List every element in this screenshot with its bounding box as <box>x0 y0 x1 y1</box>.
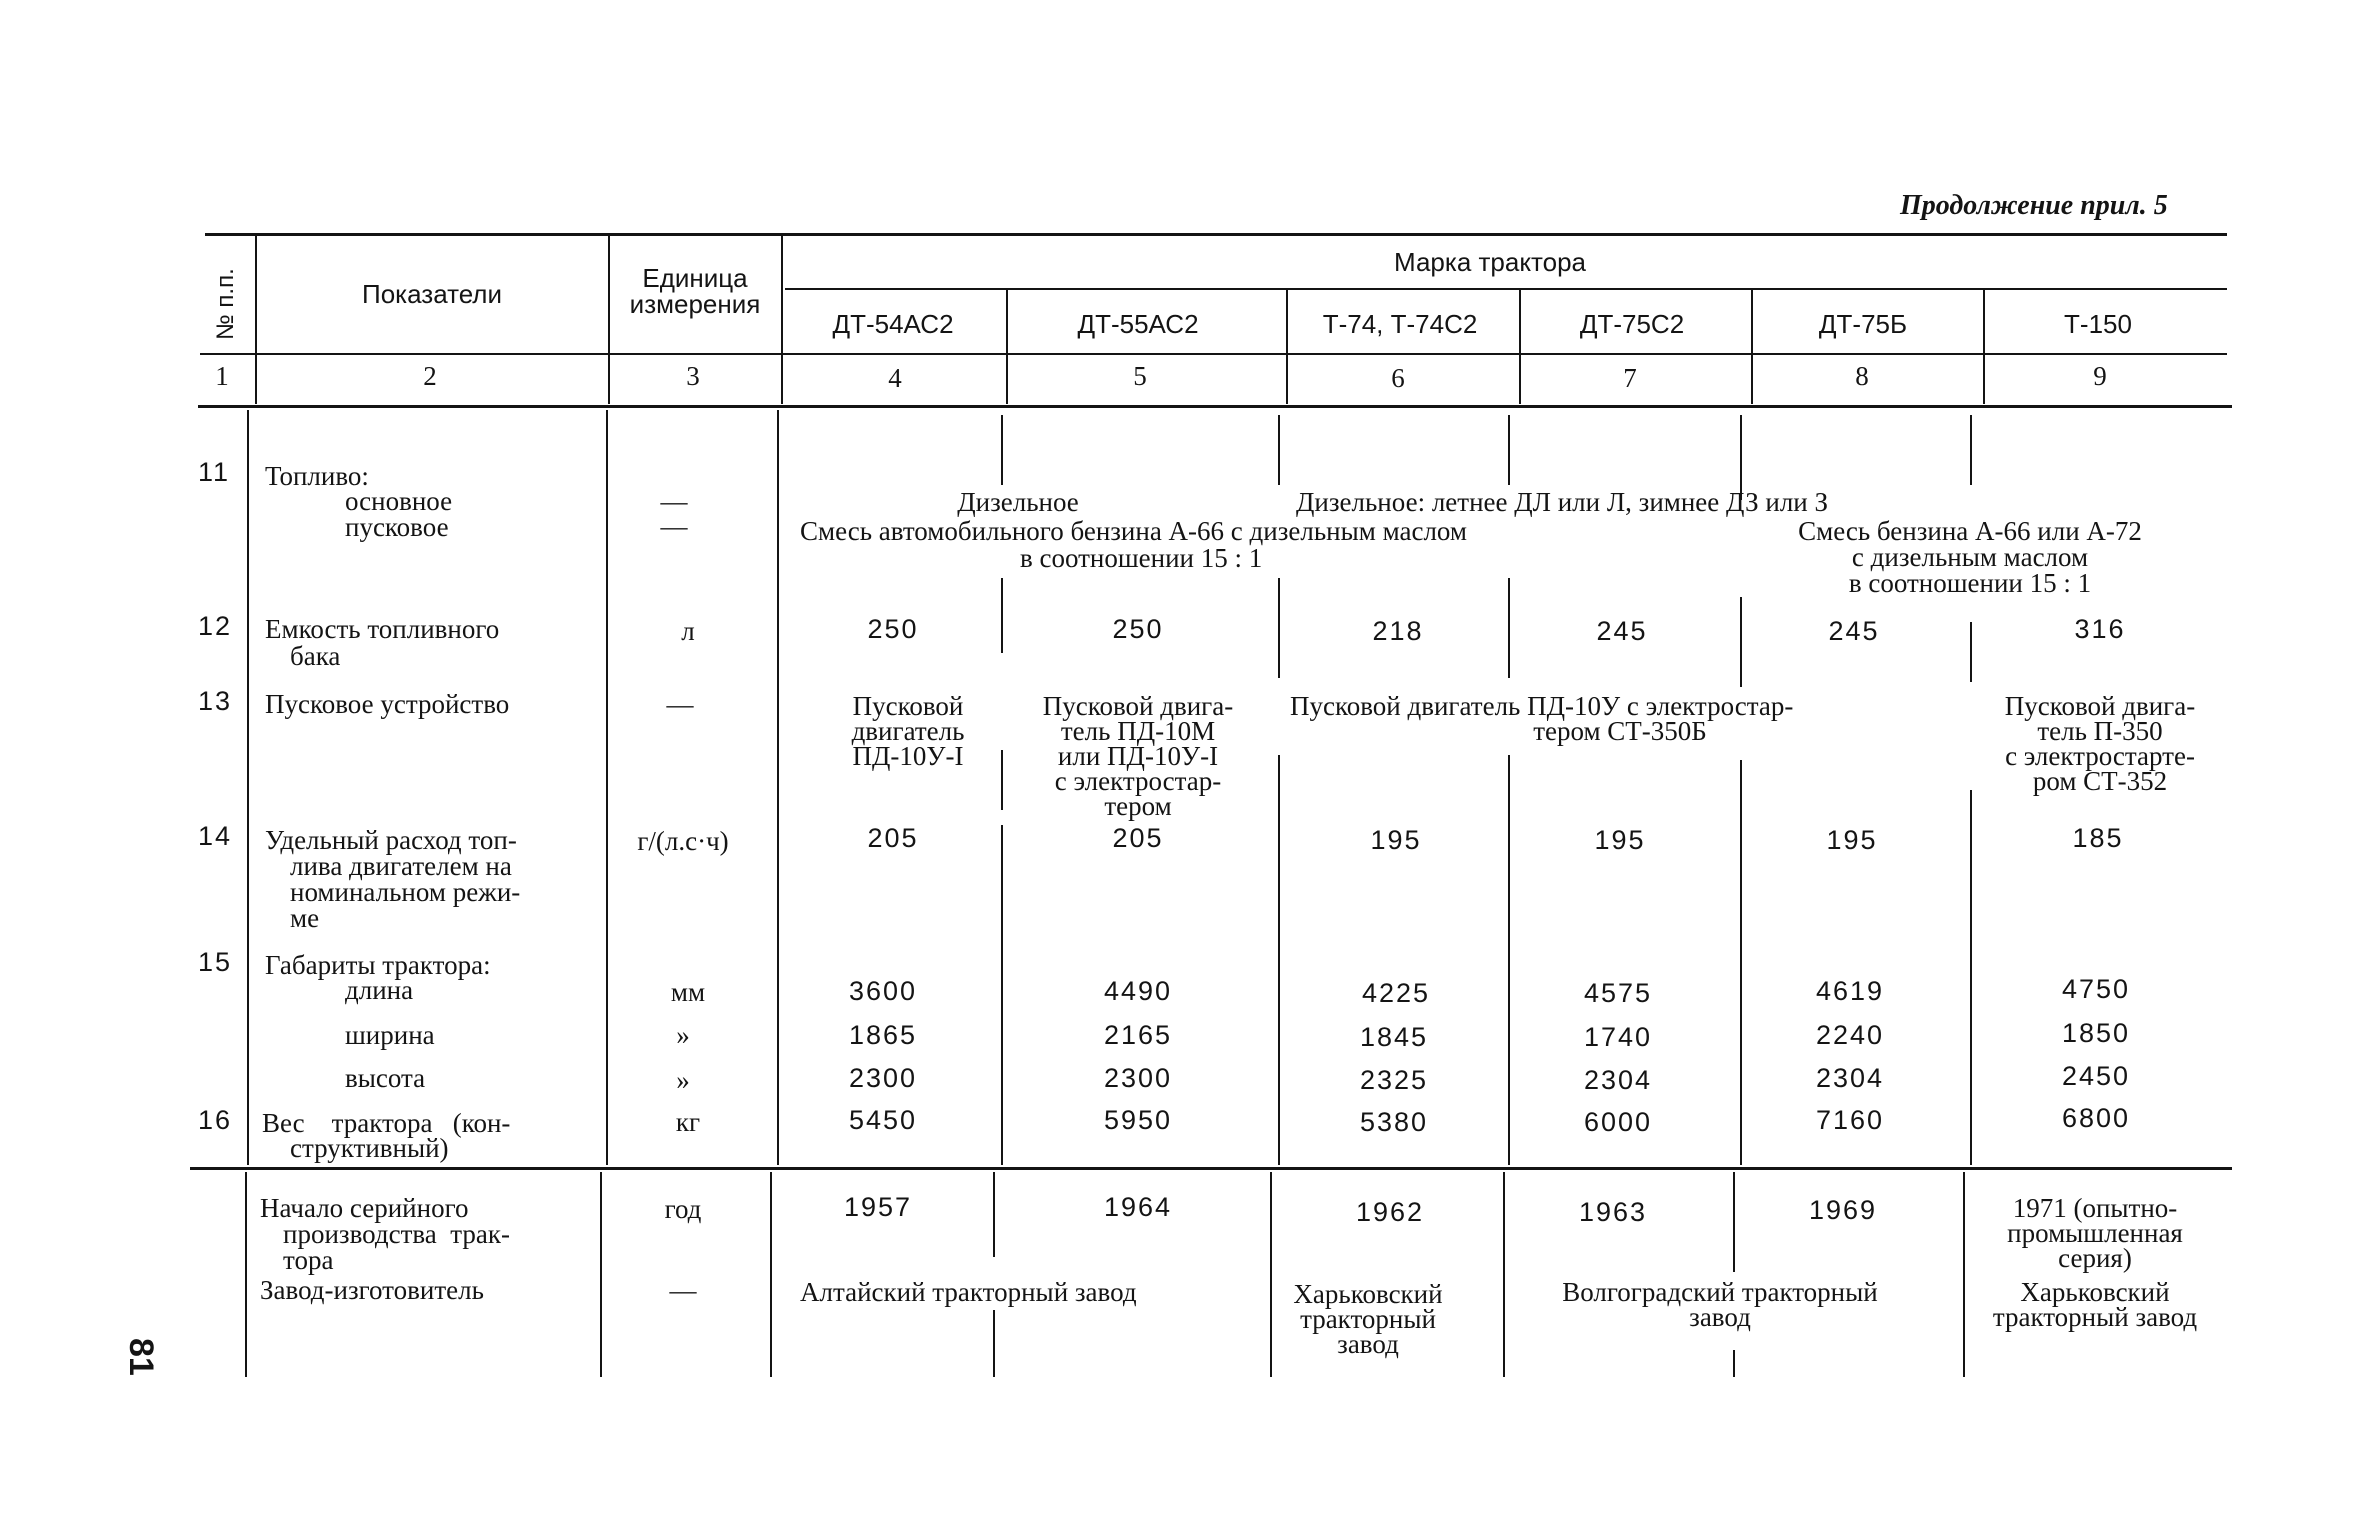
row11-start-fuel-a: Смесь автомобильного бензина А-66 с дизельным маслом <box>800 516 1467 546</box>
bottom-divider <box>1733 1350 1735 1377</box>
production-t150-2: промышленная <box>2007 1218 2183 1248</box>
col-number: 7 <box>1623 363 1637 393</box>
row13-t150-3: с электростарте- <box>2005 741 2195 771</box>
row13-dt55-5: тером <box>1104 791 1172 821</box>
header-divider <box>1519 290 1521 404</box>
weight-value: 7160 <box>1815 1105 1885 1135</box>
row14-label-1: Удельный расход топ- <box>265 825 517 855</box>
factory-kharkov-2: тракторный <box>1300 1304 1436 1334</box>
row-number: 11 <box>198 457 231 487</box>
header-divider <box>781 236 783 404</box>
row12-unit: л <box>681 616 695 646</box>
table-top-rule <box>205 233 2227 236</box>
body-divider <box>1001 415 1003 485</box>
tractor-1: ДТ-54АС2 <box>832 309 954 339</box>
width-value: 1865 <box>848 1020 918 1050</box>
row11-start-fuel-a2: в соотношении 15 : 1 <box>1020 543 1263 573</box>
bottom-divider <box>1733 1172 1735 1272</box>
production-year: 1962 <box>1355 1197 1425 1227</box>
row14-value: 205 <box>1112 823 1164 853</box>
row15-height-label: высота <box>345 1063 426 1093</box>
header-brand: Марка трактора <box>1394 247 1586 277</box>
row14-label-2: лива двигателем на <box>290 851 512 881</box>
row14-unit: г/(л.с·ч) <box>637 826 729 856</box>
col-number: 3 <box>686 361 700 391</box>
row11-sub-main: основное <box>345 486 453 516</box>
row13-dt54-3: ПД-10У-I <box>852 741 964 771</box>
factory-volgograd-1: Волгоградский тракторный <box>1562 1277 1878 1307</box>
row14-value: 195 <box>1370 825 1422 855</box>
body-divider <box>606 410 608 1165</box>
col-number: 5 <box>1133 361 1147 391</box>
production-year: 1957 <box>843 1192 913 1222</box>
body-divider <box>247 410 249 1165</box>
col-number: 2 <box>423 361 437 391</box>
body-divider <box>1278 578 1280 678</box>
production-year: 1969 <box>1808 1195 1878 1225</box>
row14-value: 205 <box>867 823 919 853</box>
bottom-divider <box>600 1172 602 1377</box>
header-no-col: № п.п. <box>212 268 239 340</box>
height-value: 2300 <box>848 1063 918 1093</box>
width-value: 1845 <box>1359 1022 1429 1052</box>
brand-rule <box>785 288 2227 290</box>
row13-t150-1: Пусковой двига- <box>2004 691 2196 721</box>
body-divider <box>1740 760 1742 1165</box>
row12-label-2: бака <box>290 641 341 671</box>
row14-value: 195 <box>1594 825 1646 855</box>
row11-start-fuel-b3: в соотношении 15 : 1 <box>1848 568 2092 598</box>
weight-value: 6800 <box>2061 1103 2131 1133</box>
body-divider <box>1001 750 1003 810</box>
row15-unit-height: » <box>676 1065 690 1095</box>
row13-dt54-2: двигатель <box>851 716 965 746</box>
tractor-4: ДТ-75С2 <box>1579 309 1685 339</box>
header-divider <box>1006 290 1008 404</box>
body-divider <box>1970 415 1972 485</box>
factory-kharkov-1: Харьковский <box>1293 1279 1443 1309</box>
row11-main-fuel-b: Дизельное: летнее ДЛ или Л, зимнее ДЗ или З <box>1296 487 1829 517</box>
col-number: 9 <box>2093 361 2107 391</box>
row-number: 14 <box>198 821 233 851</box>
row-number: 15 <box>198 947 233 977</box>
factory-unit: — <box>669 1275 697 1305</box>
row13-dt55-4: с электростар- <box>1054 766 1222 796</box>
body-divider <box>1970 790 1972 1165</box>
row13-dt55-1: Пусковой двига- <box>1042 691 1234 721</box>
width-value: 2240 <box>1815 1020 1885 1050</box>
tractor-6: Т-150 <box>2064 309 2132 339</box>
row11-unit-start: — <box>660 511 688 541</box>
row14-label-3: номинальном режи- <box>290 877 521 907</box>
row-number: 13 <box>198 686 233 716</box>
body-divider <box>1508 755 1510 1165</box>
section-rule <box>190 1167 2232 1170</box>
row13-dt54-1: Пусковой <box>852 691 964 721</box>
body-divider <box>1001 578 1003 653</box>
production-t150-1: 1971 (опытно- <box>2012 1193 2178 1223</box>
body-divider <box>1508 578 1510 678</box>
header-bottom-rule <box>200 353 2227 355</box>
row12-value: 245 <box>1828 616 1880 646</box>
length-value: 4575 <box>1583 978 1653 1008</box>
bottom-divider <box>1503 1172 1505 1377</box>
width-value: 2165 <box>1103 1020 1173 1050</box>
body-divider <box>1001 825 1003 1165</box>
row16-unit: кг <box>675 1107 701 1137</box>
body-divider <box>777 410 779 1165</box>
row16-label-2: структивный) <box>290 1133 449 1163</box>
row12-value: 316 <box>2074 614 2126 644</box>
row11-unit-main: — <box>660 486 688 516</box>
row11-sub-start: пусковое <box>345 512 449 542</box>
header-unit-2: измерения <box>629 289 761 319</box>
factory-kharkov-3: завод <box>1337 1329 1399 1359</box>
production-unit: год <box>664 1194 702 1224</box>
row13-unit: — <box>666 689 694 719</box>
tractor-2: ДТ-55АС2 <box>1077 309 1199 339</box>
factory-volgograd-2: завод <box>1689 1302 1751 1332</box>
row12-label-1: Емкость топливного <box>265 614 500 644</box>
row12-value: 245 <box>1596 616 1648 646</box>
factory-kharkov2-1: Харьковский <box>2020 1277 2170 1307</box>
height-value: 2325 <box>1359 1065 1429 1095</box>
production-label-1: Начало серийного <box>260 1193 469 1223</box>
height-value: 2304 <box>1815 1063 1885 1093</box>
weight-value: 5380 <box>1359 1107 1429 1137</box>
continuation-caption: Продолжение прил. 5 <box>1900 190 2168 221</box>
header-divider <box>608 236 610 404</box>
length-value: 4490 <box>1103 976 1173 1006</box>
width-value: 1850 <box>2061 1018 2131 1048</box>
weight-value: 5950 <box>1103 1105 1173 1135</box>
row12-value: 250 <box>1112 614 1164 644</box>
row13-t150-4: ром СТ-352 <box>2032 766 2168 796</box>
row12-value: 250 <box>867 614 919 644</box>
col-number: 6 <box>1391 363 1405 393</box>
body-divider <box>1740 597 1742 687</box>
row13-t74-2: тером СТ-350Б <box>1533 716 1707 746</box>
body-divider <box>1970 622 1972 682</box>
col-number: 8 <box>1855 361 1869 391</box>
row15-unit-width: » <box>676 1020 690 1050</box>
width-value: 1740 <box>1583 1022 1653 1052</box>
row13-t74-1: Пусковой двигатель ПД-10У с электростар- <box>1290 691 1794 721</box>
row11-main-fuel-a: Дизельное <box>957 487 1079 517</box>
row-number: 12 <box>198 611 233 641</box>
row15-label: Габариты трактора: <box>265 950 491 980</box>
bottom-divider <box>993 1310 995 1377</box>
header-unit-1: Единица <box>642 263 748 293</box>
bottom-divider <box>1963 1172 1965 1377</box>
tractor-3: Т-74, Т-74С2 <box>1322 309 1478 339</box>
row11-label: Топливо: <box>265 461 369 491</box>
height-value: 2450 <box>2061 1061 2131 1091</box>
header-divider <box>1286 290 1288 404</box>
body-divider <box>1278 755 1280 1165</box>
production-label-2: производства трак- <box>283 1219 510 1249</box>
tractor-5: ДТ-75Б <box>1818 309 1908 339</box>
production-year: 1964 <box>1103 1192 1173 1222</box>
body-divider <box>1278 415 1280 485</box>
row15-unit-length: мм <box>670 977 706 1007</box>
production-label-3: тора <box>283 1245 334 1275</box>
row15-length-label: длина <box>345 975 414 1005</box>
production-year: 1963 <box>1578 1197 1648 1227</box>
bottom-divider <box>993 1172 995 1257</box>
weight-value: 6000 <box>1583 1107 1653 1137</box>
production-t150-3: серия) <box>2058 1243 2132 1273</box>
row11-start-fuel-b2: с дизельным маслом <box>1851 542 2089 572</box>
row13-label: Пусковое устройство <box>265 689 510 719</box>
header-divider <box>1751 290 1753 404</box>
row14-label-4: ме <box>290 903 320 933</box>
row13-dt55-3: или ПД-10У-I <box>1057 741 1219 771</box>
bottom-divider <box>770 1172 772 1377</box>
factory-label: Завод-изготовитель <box>260 1275 484 1305</box>
weight-value: 5450 <box>848 1105 918 1135</box>
row13-dt55-2: тель ПД-10М <box>1060 716 1216 746</box>
length-value: 4750 <box>2061 974 2131 1004</box>
length-value: 4225 <box>1361 978 1431 1008</box>
header-divider <box>1983 290 1985 404</box>
height-value: 2300 <box>1103 1063 1173 1093</box>
row14-value: 195 <box>1826 825 1878 855</box>
col-number: 4 <box>888 363 902 393</box>
row-number: 16 <box>198 1105 233 1135</box>
col-number: 1 <box>215 361 229 391</box>
body-divider <box>1508 415 1510 485</box>
height-value: 2304 <box>1583 1065 1653 1095</box>
length-value: 3600 <box>848 976 918 1006</box>
header-divider <box>255 236 257 404</box>
row13-t150-2: тель П-350 <box>2037 716 2163 746</box>
row11-start-fuel-b1: Смесь бензина А-66 или А-72 <box>1798 516 2142 546</box>
row16-label-1: Вес трактора (кон- <box>262 1108 511 1138</box>
bottom-divider <box>1270 1172 1272 1377</box>
row14-value: 185 <box>2072 823 2124 853</box>
factory-altai: Алтайский тракторный завод <box>800 1277 1137 1307</box>
factory-kharkov2-2: тракторный завод <box>1992 1302 2198 1332</box>
page-number: 81 <box>122 1338 160 1376</box>
header-indicators: Показатели <box>362 279 502 309</box>
row15-width-label: ширина <box>345 1020 435 1050</box>
colnum-bottom-rule <box>198 405 2232 408</box>
bottom-divider <box>245 1172 247 1377</box>
row12-value: 218 <box>1372 616 1424 646</box>
length-value: 4619 <box>1815 976 1885 1006</box>
